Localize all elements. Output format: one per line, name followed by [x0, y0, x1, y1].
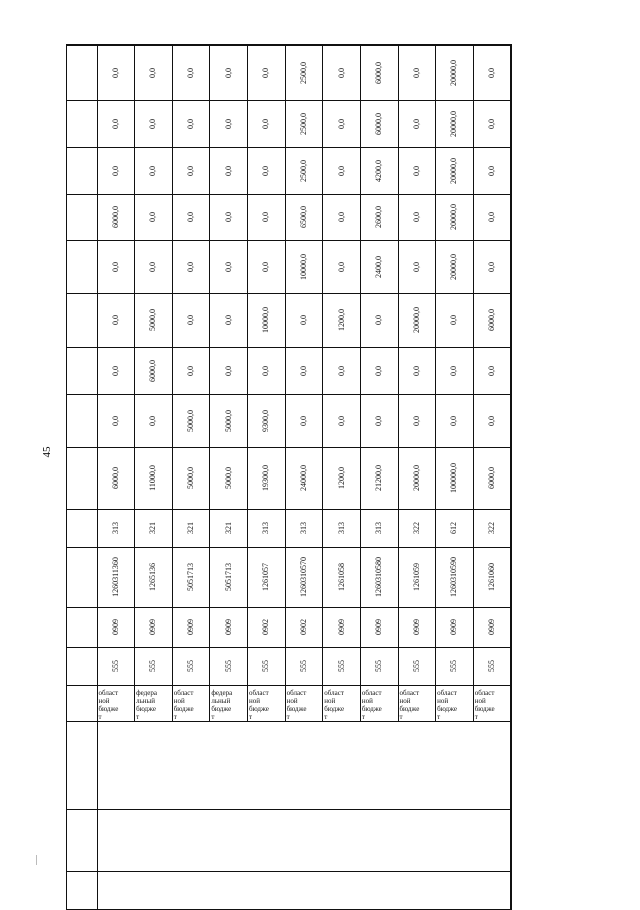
row-year-4: 0,0 0,0 0,0 0,0 0,0 10000,0 0,0 2400,0 0,0 20000,0 0,0 [67, 240, 512, 293]
row-vr: 313 321 321 321 313 313 313 313 322 612 322 [67, 509, 512, 547]
scan-mark [36, 855, 39, 865]
row-year-5: 6000,0 0,0 0,0 0,0 0,0 6500,0 0,0 2600,0 0,0 20000,0 0,0 [67, 194, 512, 240]
row-year-8: 0,0 0,0 0,0 0,0 0,0 2500,0 0,0 6000,0 0,0 20000,0 0,0 [67, 45, 512, 100]
row-year-2: 0,0 6000,0 0,0 0,0 0,0 0,0 0,0 0,0 0,0 0,0 0,0 [67, 347, 512, 394]
row-source: област ной бюдже т федера льный бюдже т област ной бюдже т федера льный бюдже т област ной бюдже т област ной бюдже т област ной бюдже т област ной бюдже т област ной бюдже т област ной бюдже т област ной бюдже т [67, 685, 512, 721]
row-program [67, 871, 512, 909]
row-year-6: 0,0 0,0 0,0 0,0 0,0 2500,0 0,0 4200,0 0,0 20000,0 0,0 [67, 147, 512, 194]
row-activity [67, 721, 512, 809]
row-year-1: 0,0 0,0 5000,0 5000,0 9300,0 0,0 0,0 0,0 0,0 0,0 0,0 [67, 394, 512, 447]
row-year-7: 0,0 0,0 0,0 0,0 0,0 2500,0 0,0 6000,0 0,0 20000,0 0,0 [67, 100, 512, 147]
row-admin: 555 555 555 555 555 555 555 555 555 555 555 [67, 647, 512, 685]
page-number: 45 [41, 446, 53, 458]
row-year-3: 0,0 5000,0 0,0 0,0 10000,0 0,0 1200,0 0,0 20000,0 0,0 6000,0 [67, 293, 512, 347]
budget-table [66, 44, 512, 910]
row-task [67, 809, 512, 871]
row-csr: 1260311360 1265136 5051713 5051713 1261057 1260310570 1261058 1260310580 1261059 1260310590 1261060 [67, 547, 512, 607]
row-total: 6000,0 11000,0 5000,0 5000,0 19300,0 24000,0 1200,0 21200,0 20000,0 100000,0 6000,0 [67, 447, 512, 509]
row-section: 0909 0909 0909 0909 0902 0902 0909 0909 0909 0909 0909 [67, 607, 512, 647]
